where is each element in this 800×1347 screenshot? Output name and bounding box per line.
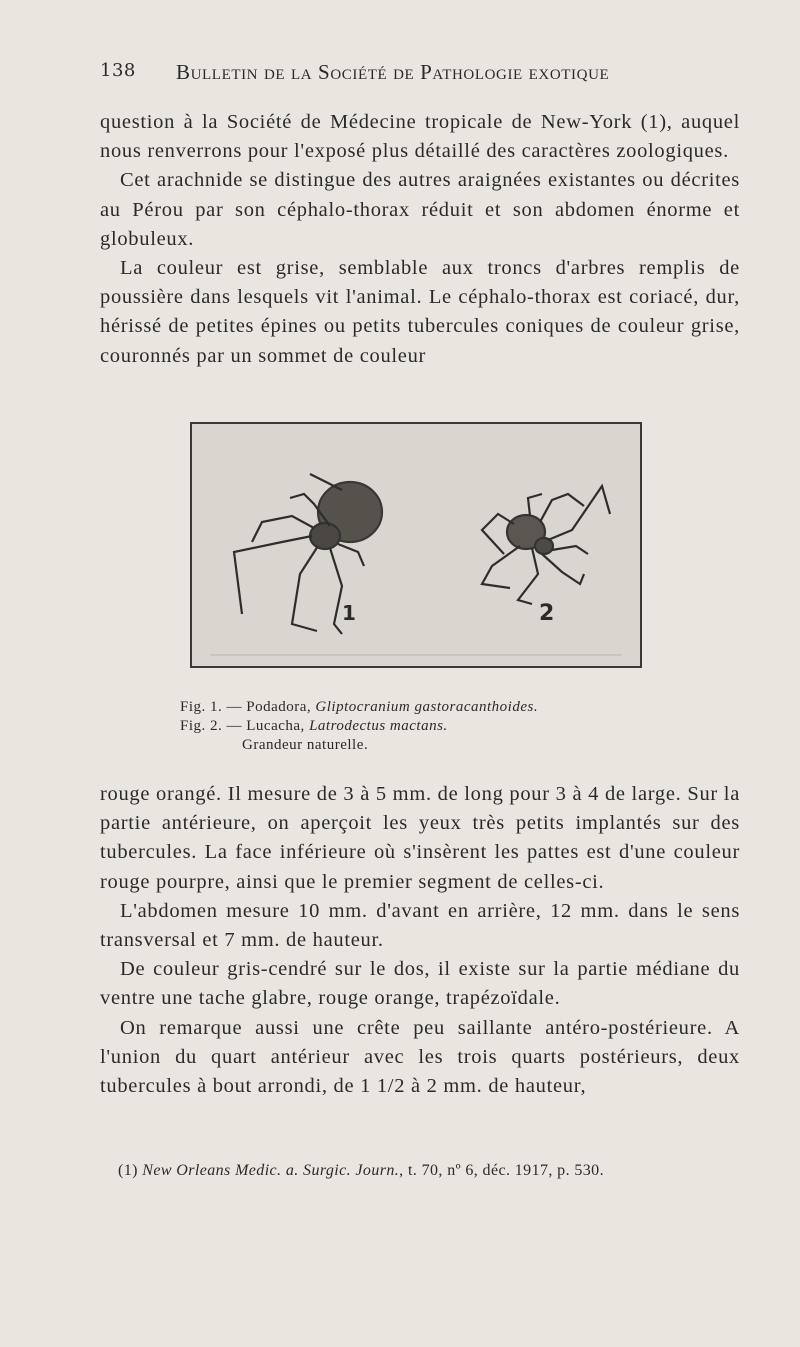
caption-fig-1	[180, 698, 700, 717]
figure-label-2: 2	[539, 601, 555, 626]
spider-photo	[192, 424, 640, 666]
figure-caption	[180, 698, 700, 755]
footnote	[118, 1162, 758, 1180]
spider-figure	[190, 422, 642, 668]
footnote-details: , t. 70, nº 6, déc. 1917, p. 530.	[399, 1162, 604, 1179]
page-number: 138	[100, 60, 136, 81]
figure-label-1: 1	[342, 601, 356, 625]
paragraph: Cet arachnide se distingue des autres araignées existantes ou décrites au Pérou par son céphalo-thorax réduit et son abdomen énorme et globuleux.	[100, 169, 740, 250]
footnote-journal: New Orleans Medic. a. Surgic. Journ.	[142, 1162, 400, 1179]
caption-fig-2-prefix: Fig. 2. — Lucacha,	[180, 718, 310, 734]
caption-fig-2	[180, 717, 700, 736]
running-head	[100, 60, 740, 90]
journal-title: Bulletin de la Société de Pathologie exotique	[176, 60, 610, 84]
paragraph: question à la Société de Médecine tropicale de New-York (1), auquel nous renverrons pour l'exposé plus détaillé des caractères zoologiques.	[100, 111, 740, 163]
paragraph: De couleur gris-cendré sur le dos, il existe sur la partie médiane du ventre une tache glabre, rouge orange, trapézoïdale.	[100, 958, 740, 1010]
paragraph: On remarque aussi une crête peu saillante antéro-postérieure. A l'union du quart antérieur avec les trois quarts postérieurs, deux tubercules à bout arrondi, de 1 1/2 à 2 mm. de hauteur,	[100, 1016, 740, 1098]
caption-fig-1-name: Gliptocranium gastoracanthoides.	[315, 699, 539, 715]
caption-fig-1-prefix: Fig. 1. — Podadora,	[180, 699, 316, 715]
paragraph: rouge orangé. Il mesure de 3 à 5 mm. de long pour 3 à 4 de large. Sur la partie antérieure, on aperçoit les yeux très petits implantés sur des tubercules. La face inférieure où s'insèrent les pattes est d'une couleur rouge pourpre, ainsi que le premier segment de celles-ci.	[100, 783, 740, 893]
caption-size-note: Grandeur naturelle.	[242, 737, 369, 753]
body-text-top	[100, 108, 740, 371]
paragraph: L'abdomen mesure 10 mm. d'avant en arrière, 12 mm. dans le sens transversal et 7 mm. de hauteur.	[100, 899, 740, 952]
caption-fig-2-name: Latrodectus mactans.	[309, 718, 448, 734]
body-text-bottom	[100, 780, 740, 1101]
paragraph: La couleur est grise, semblable aux troncs d'arbres remplis de poussière dans lesquels vit l'animal. Le céphalo-thorax est coriacé, dur, hérissé de petites épines ou petits tubercules coniques de couleur grise, couronnés par un sommet de couleur	[100, 257, 740, 367]
footnote-marker: (1)	[118, 1162, 143, 1179]
